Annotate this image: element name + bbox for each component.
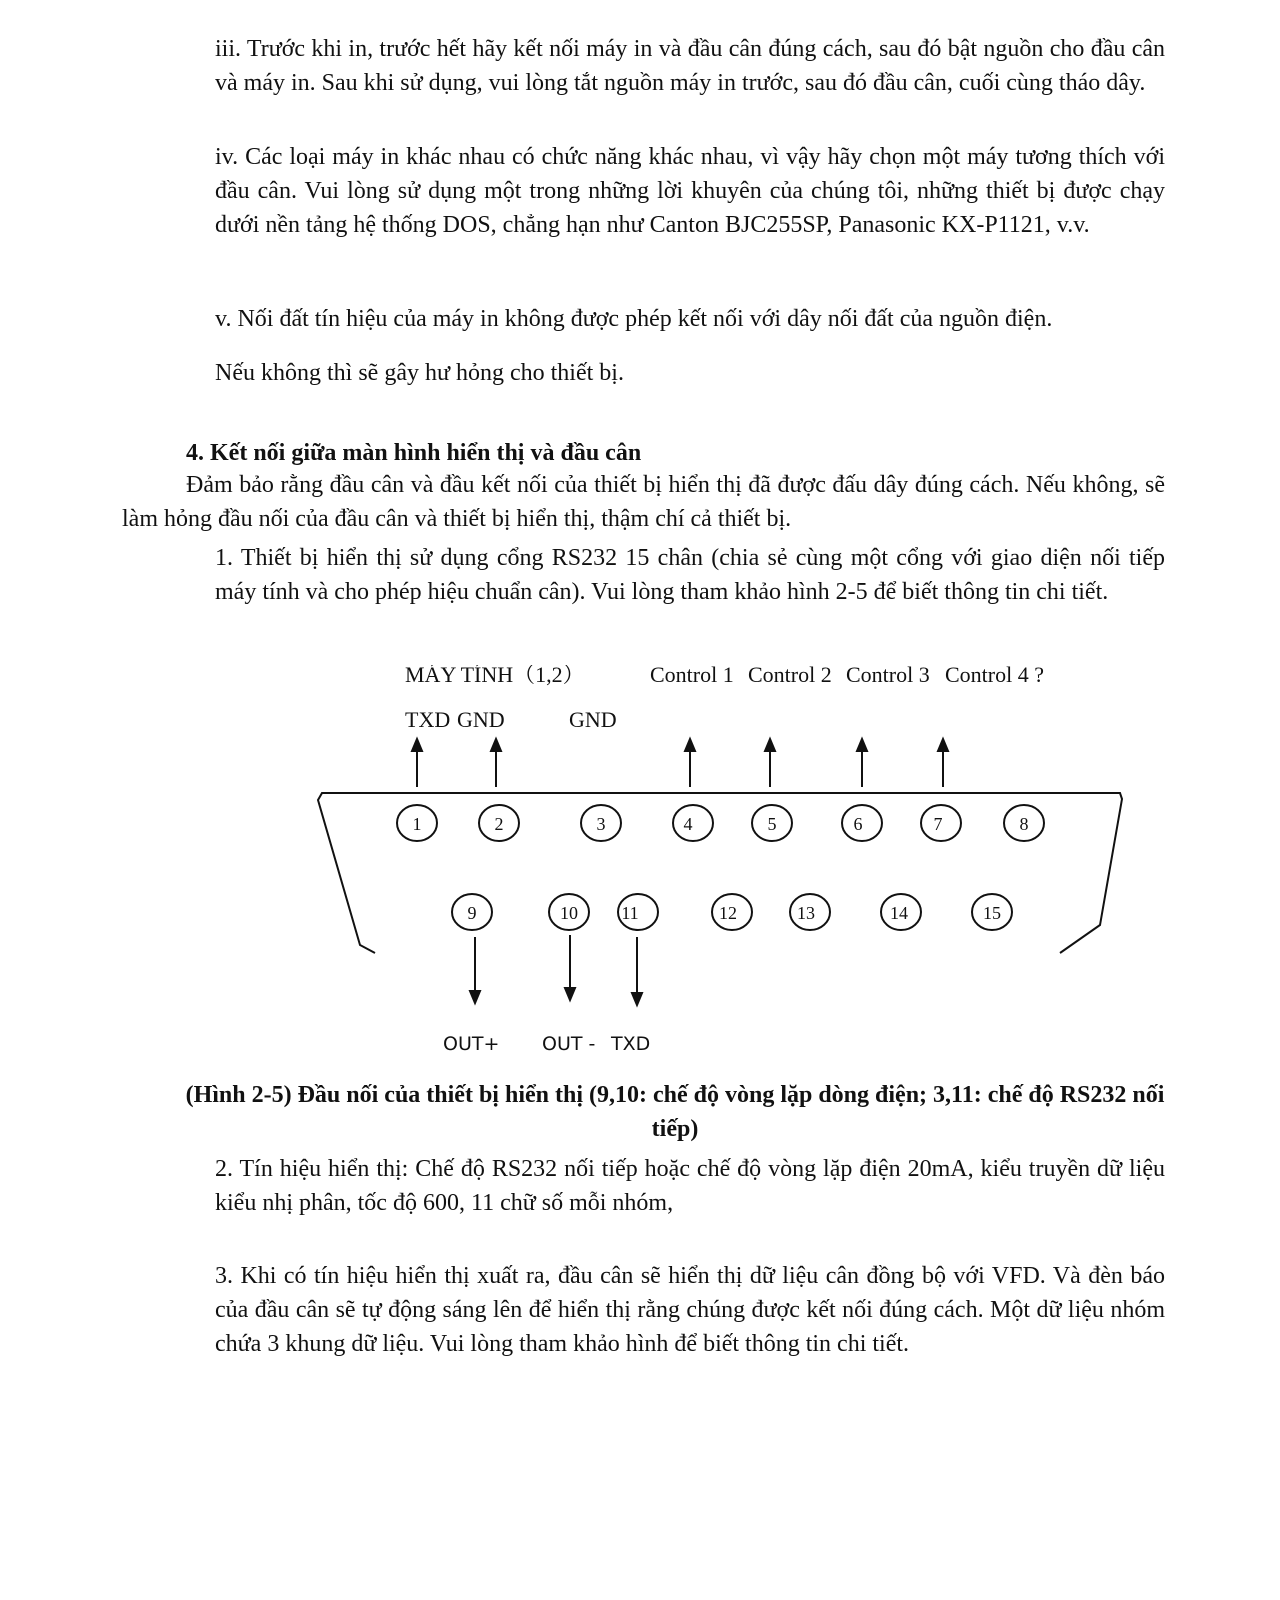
pin-7-label: 7 [933,814,943,834]
arrow-head-pin-4 [685,739,695,751]
down-arrows [470,935,642,1005]
arrow-head-pin-1 [412,739,422,751]
pin-14-label: 14 [890,903,908,923]
pin-5-label: 5 [767,814,777,834]
txd-bottom-label: TXD [611,1033,651,1055]
arrow-head-pin-11 [632,993,642,1005]
arrow-head-pin-2 [491,739,501,751]
gnd-label-pin3: GND [569,707,617,732]
pin-3-label: 3 [596,814,606,834]
pin-8-label: 8 [1019,814,1029,834]
up-arrows [412,739,948,787]
paragraph-v: v. Nối đất tín hiệu của máy in không được phép kết nối với dây nối đất của nguồn điện. [215,306,1053,332]
computer-label: MÁY TÍNH（1,2） [405,665,585,687]
pin-4-circle [673,805,713,841]
paragraph-v-continued: Nếu không thì sẽ gây hư hỏng cho thiết bị. [215,360,624,386]
pin-13-label: 13 [797,903,815,923]
out-plus-label: OUT+ [443,1033,500,1055]
figure-caption: (Hình 2-5) Đầu nối của thiết bị hiển thị (9,10: chế độ vòng lặp dòng điện; 3,11: chế độ RS232 nối tiếp) [185,1082,1165,1142]
paragraph-point-2: 2. Tín hiệu hiển thị: Chế độ RS232 nối tiếp hoặc chế độ vòng lặp điện 20mA, kiểu truyền dữ liệu kiểu nhị phân, tốc độ 600, 11 chữ số mỗi nhóm, [215,1156,1165,1216]
txd-label: TXD [405,707,451,732]
control-2-label: Control 2 [748,665,832,687]
paragraph-intro: Đảm bảo rằng đầu cân và đầu kết nối của thiết bị hiển thị đã được đấu dây đúng cách. Nếu không, sẽ làm hỏng đầu nối của đầu cân và thiết bị hiển thị, thậm chí cả thiết bị. [122,472,1165,532]
arrow-head-pin-7 [938,739,948,751]
arrow-head-pin-9 [470,991,480,1003]
out-minus-label: OUT - [542,1033,596,1055]
paragraph-point-3: 3. Khi có tín hiệu hiển thị xuất ra, đầu cân sẽ hiển thị dữ liệu cân đồng bộ với VFD. Và đèn báo của đầu cân sẽ tự động sáng lên để hiển thị rằng chúng được kết nối đúng cách. Một dữ liệu nhóm chứa 3 khung dữ liệu. Vui lòng tham khảo hình để biết thông tin chi tiết. [215,1263,1165,1357]
pin-4-label: 4 [683,814,693,834]
gnd-label-pin2: GND [457,707,505,732]
connector-diagram [300,665,1180,1095]
pin-9-label: 9 [467,903,477,923]
control-3-label: Control 3 [846,665,930,687]
arrow-head-pin-5 [765,739,775,751]
pin-15-label: 15 [983,903,1001,923]
arrow-head-pin-6 [857,739,867,751]
pin-12-label: 12 [719,903,737,923]
paragraph-point-1: 1. Thiết bị hiển thị sử dụng cổng RS232 15 chân (chia sẻ cùng một cổng với giao diện nối tiếp máy tính và cho phép hiệu chuẩn cân). Vui lòng tham khảo hình 2-5 để biết thông tin chi tiết. [215,545,1165,605]
paragraph-iv: iv. Các loại máy in khác nhau có chức năng khác nhau, vì vậy hãy chọn một máy tương thích với đầu cân. Vui lòng sử dụng một trong những lời khuyên của chúng tôi, những thiết bị được chạy dưới nền tảng hệ thống DOS, chẳng hạn như Canton BJC255SP, Panasonic KX-P1121, v.v. [215,144,1165,238]
pin-11-label: 11 [621,903,639,923]
paragraph-iii: iii. Trước khi in, trước hết hãy kết nối máy in và đầu cân đúng cách, sau đó bật nguồn cho đầu cân và máy in. Sau khi sử dụng, vui lòng tắt nguồn máy in trước, sau đó đầu cân, cuối cùng tháo dây. [215,36,1165,96]
pin-10-label: 10 [560,903,578,923]
section-heading: 4. Kết nối giữa màn hình hiển thị và đầu cân [186,440,642,466]
control-4-label: Control 4 ? [945,665,1044,687]
pin-1-label: 1 [412,814,422,834]
arrow-head-pin-10 [565,988,575,1000]
pin-2-label: 2 [494,814,504,834]
control-1-label: Control 1 [650,665,734,687]
pin-6-label: 6 [853,814,863,834]
